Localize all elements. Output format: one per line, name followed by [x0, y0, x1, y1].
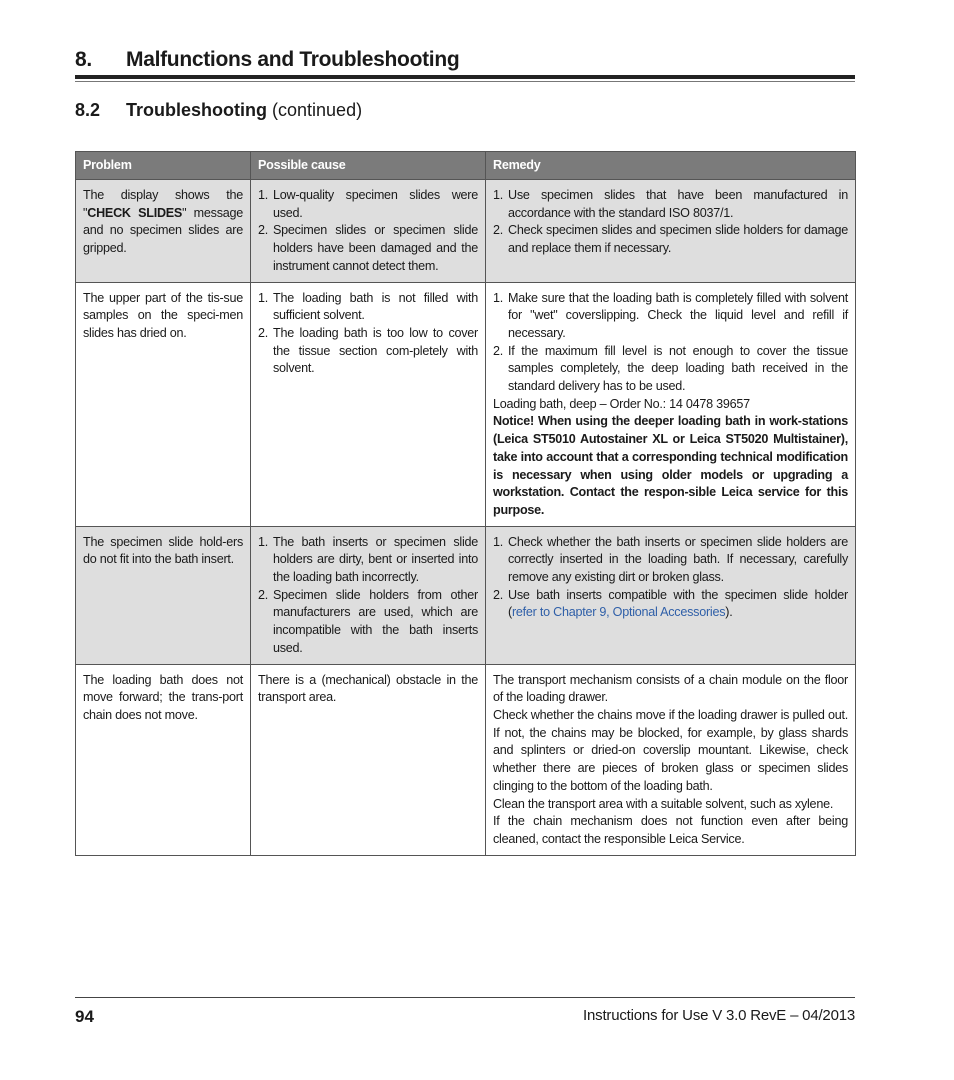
- list-item: 2. Specimen slide holders from other manufacturers are used, which are incompatible with the bath inserts used.: [258, 587, 478, 655]
- section-title: Troubleshooting: [126, 100, 267, 120]
- chapter-number: 8.: [75, 48, 92, 71]
- table-row: [76, 526, 856, 664]
- document-reference: Instructions for Use V 3.0 RevE – 04/2013: [583, 1007, 855, 1024]
- list-item: 2. The loading bath is too low to cover the tissue section com-pletely with solvent.: [258, 325, 478, 376]
- problem-cell: The upper part of the tis-sue samples on the speci-men slides has dried on.: [76, 282, 251, 526]
- table-row: [76, 664, 856, 855]
- footer-rule: [75, 997, 855, 998]
- table-row: [76, 180, 856, 283]
- list-item: 1. Make sure that the loading bath is completely filled with solvent for "wet" coverslipping. Check the liquid level and refill if necessary.: [493, 290, 848, 340]
- problem-cell: The specimen slide hold-ers do not fit into the bath insert.: [76, 526, 251, 664]
- remedy-cell: [486, 180, 856, 283]
- cause-cell: [251, 180, 486, 283]
- cause-cell: [251, 526, 486, 664]
- list-item: 2. Use bath inserts compatible with the specimen slide holder (refer to Chapter 9, Optional Accessories).: [493, 587, 848, 620]
- section-title-wrap: [126, 100, 362, 121]
- list-item: 1. The bath inserts or specimen slide holders are dirty, bent or inserted into the loading bath incorrectly.: [258, 534, 478, 585]
- order-number-line: Loading bath, deep – Order No.: 14 0478 39657: [493, 396, 750, 411]
- chapter-rule-thin: [75, 81, 855, 82]
- remedy-paragraph: If the chain mechanism does not function even after being cleaned, contact the responsible Leica Service.: [493, 814, 848, 846]
- troubleshooting-table: [75, 151, 856, 856]
- column-header-problem: Problem: [76, 152, 251, 180]
- remedy-paragraph: The transport mechanism consists of a chain module on the floor of the loading drawer.: [493, 672, 848, 705]
- cause-cell: [251, 282, 486, 526]
- list-item: 1. Check whether the bath inserts or specimen slide holders are correctly inserted in the loading bath. If necessary, carefully remove any existing dirt or broken glass.: [493, 534, 848, 585]
- chapter-9-link[interactable]: refer to Chapter 9, Optional Accessories: [511, 605, 726, 620]
- list-item: 1. Low-quality specimen slides were used.: [258, 188, 478, 220]
- problem-cell: The loading bath does not move forward; the trans-port chain does not move.: [76, 664, 251, 855]
- problem-cell: The display shows the "CHECK SLIDES" message and no specimen slides are gripped.: [76, 180, 251, 283]
- list-item: 2. Specimen slides or specimen slide holders have been damaged and the instrument cannot detect them.: [258, 223, 478, 273]
- table-row: [76, 282, 856, 526]
- column-header-cause: Possible cause: [251, 152, 486, 180]
- remedy-cell: [486, 664, 856, 855]
- cause-cell: There is a (mechanical) obstacle in the transport area.: [251, 664, 486, 855]
- chapter-rule: [75, 75, 855, 79]
- section-suffix: (continued): [272, 100, 363, 120]
- list-item: 1. The loading bath is not filled with sufficient solvent.: [258, 290, 478, 323]
- table-header-row: [76, 152, 856, 180]
- list-item: 1. Use specimen slides that have been manufactured in accordance with the standard ISO 8037/1.: [493, 188, 848, 220]
- remedy-paragraph: Clean the transport area with a suitable solvent, such as xylene.: [493, 796, 834, 811]
- notice-text: Notice! When using the deeper loading bath in work-stations (Leica ST5010 Autostainer XL or Leica ST5020 Multistainer), take into account that a corresponding technical modification is necessary when using older models or upgrading a workstation. Contact the respon-sible Leica service for this purpose.: [493, 414, 848, 517]
- list-item: 2. If the maximum fill level is not enough to cover the tissue samples completely, the deep loading bath received in the standard delivery has to be used.: [493, 343, 848, 394]
- section-number: 8.2: [75, 100, 101, 120]
- column-header-remedy: Remedy: [486, 152, 856, 180]
- page-number: 94: [75, 1007, 94, 1026]
- check-slides-message: CHECK SLIDES: [87, 205, 183, 220]
- remedy-cell: [486, 526, 856, 664]
- remedy-paragraph: Check whether the chains move if the loading drawer is pulled out. If not, the chains may be blocked, for example, by glass shards and splinters or dried-on coverslip mountant. Likewise, check whether there are pieces of broken glass or specimen slides clinging to the bottom of the loading bath.: [493, 707, 848, 793]
- remedy-cell: [486, 282, 856, 526]
- chapter-title: Malfunctions and Troubleshooting: [126, 48, 460, 71]
- list-item: 2. Check specimen slides and specimen slide holders for damage and replace them if necessary.: [493, 223, 848, 256]
